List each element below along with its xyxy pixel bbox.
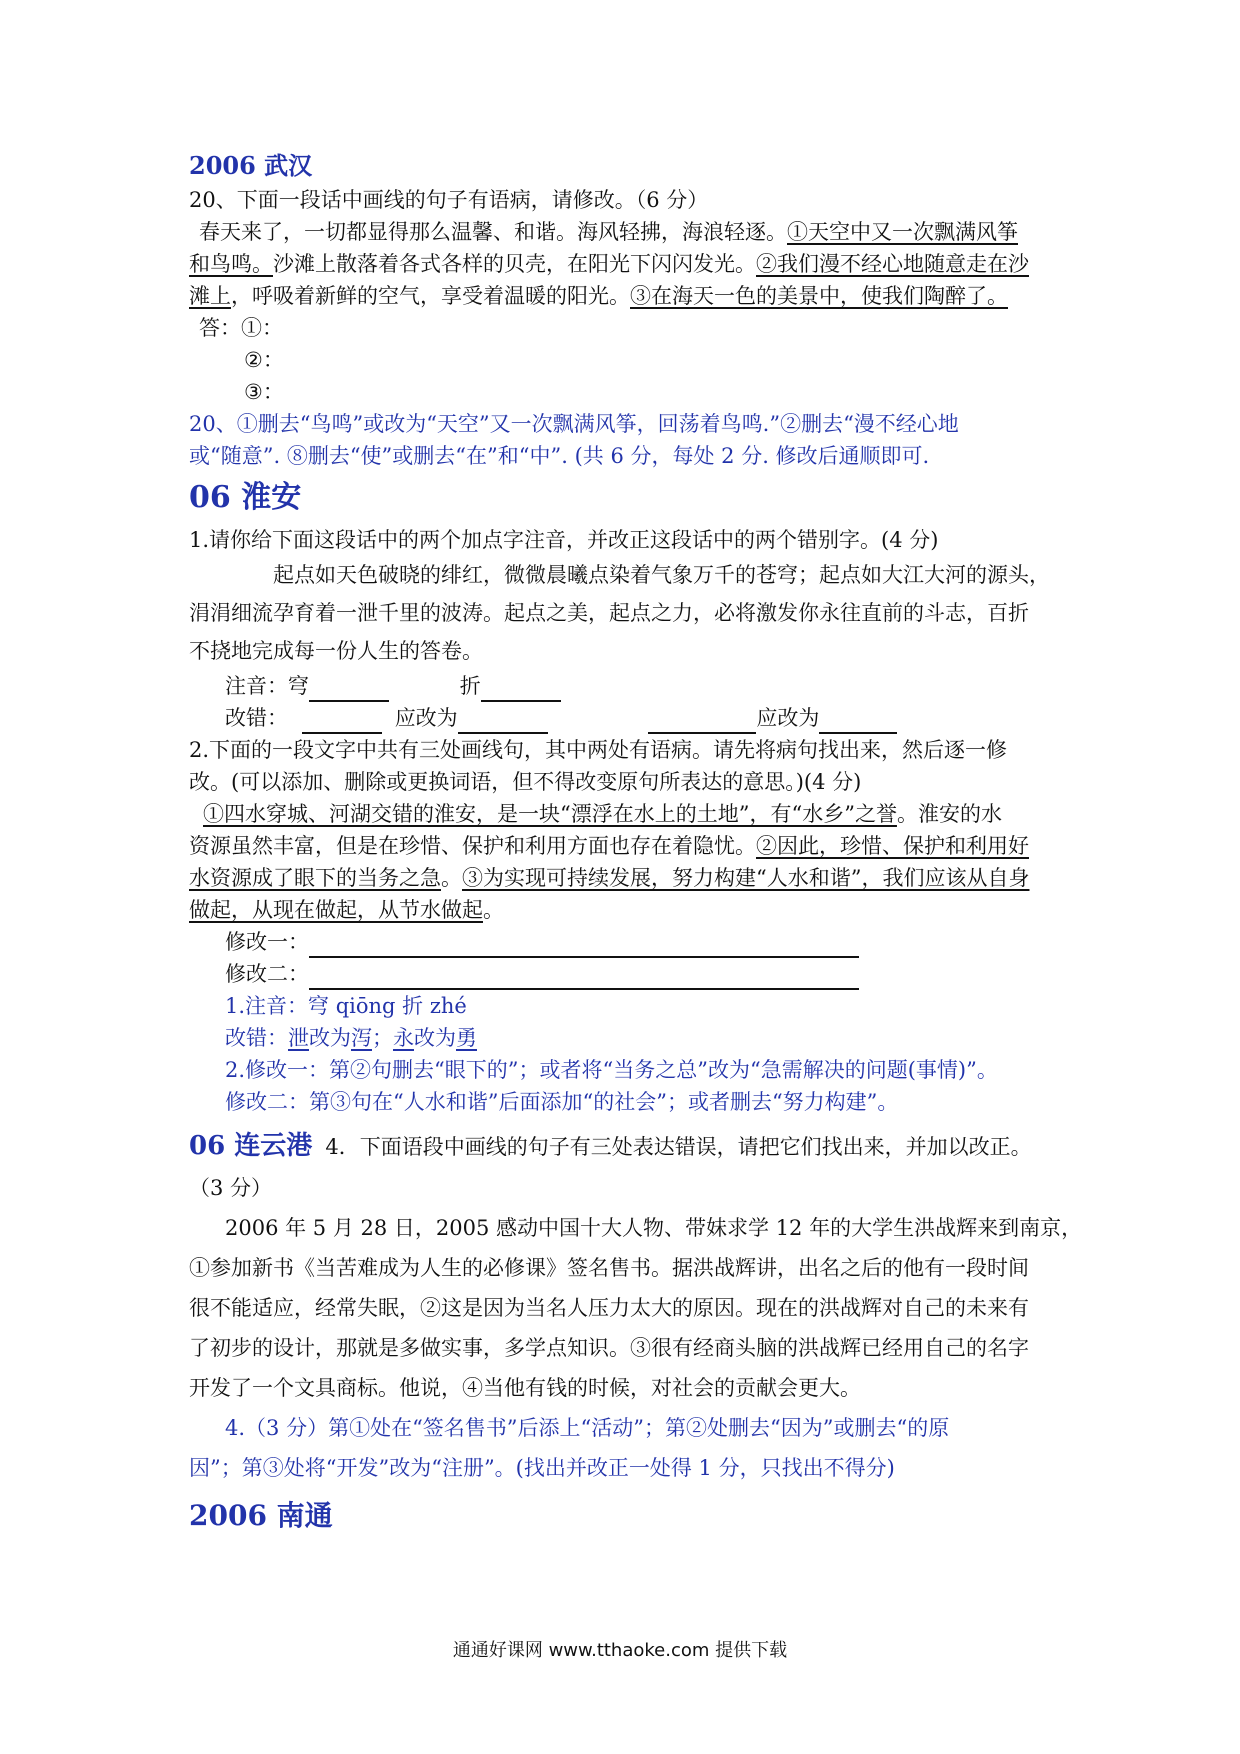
blank-qiong[interactable] <box>309 676 389 702</box>
answer-key-text: 泻 <box>351 1026 372 1050</box>
gaicuo-label: 改错： <box>225 706 288 730</box>
zhuyin-line <box>189 670 1069 702</box>
answer-line-1: 答：①： <box>199 316 283 340</box>
blank-wrong-1[interactable] <box>302 708 382 734</box>
section-heading-wuhan: 2006 武汉 <box>189 151 313 180</box>
answer-key-line: 20、①删去“鸟鸣”或改为“天空”又一次飘满风筝，回荡着鸟鸣.”②删去“漫不经心地 <box>189 412 959 436</box>
passage-line <box>189 798 1069 830</box>
question-2: 2.下面的一段文字中共有三处画线句，其中两处有语病。请先将病句找出来，然后逐一修 <box>189 738 1008 762</box>
answer-key-line: 修改二：第③句在“人水和谐”后面添加“的社会”；或者删去“努力构建”。 <box>225 1090 899 1114</box>
passage-line: 涓涓细流孕育着一泄千里的波涛。起点之美，起点之力，必将激发你永往直前的斗志，百折 <box>189 601 1029 625</box>
underlined-sentence-3: ③在海天一色的美景中，使我们陶醉了。 <box>630 284 1008 308</box>
underlined-sentence-1: ①天空中又一次飘满风筝 <box>787 220 1018 244</box>
blank-xiugai-1[interactable] <box>309 932 859 958</box>
passage-line: 开发了一个文具商标。他说，④当他有钱的时候，对社会的贡献会更大。 <box>189 1376 861 1400</box>
answer-key-text: 改错： <box>225 1026 288 1050</box>
blank-xiugai-2[interactable] <box>309 964 859 990</box>
answer-line-2: ②： <box>244 348 284 372</box>
passage-line: 了初步的设计，那就是多做实事，多学点知识。③很有经商头脑的洪战辉已经用自己的名字 <box>189 1336 1029 1360</box>
passage-line: 2006 年 5 月 28 日，2005 感动中国十大人物、带妹求学 12 年的大学生洪战辉来到南京， <box>225 1216 1083 1240</box>
gaicuo-line <box>189 702 1069 734</box>
blank-correct-2[interactable] <box>819 708 897 734</box>
passage-text: 。淮安的水 <box>896 802 1002 826</box>
passage-text: 。 <box>441 866 462 890</box>
section-heading-nantong: 2006 南通 <box>189 1499 333 1532</box>
question-20: 20、下面一段话中画线的句子有语病，请修改。（6 分） <box>189 188 709 212</box>
answer-key-text: 改为 <box>309 1026 351 1050</box>
passage-line: 不挠地完成每一份人生的答卷。 <box>189 639 483 663</box>
passage-text: ，呼吸着新鲜的空气，享受着温暖的阳光。 <box>231 284 630 308</box>
question-1: 1.请你给下面这段话中的两个加点字注音，并改正这段话中的两个错别字。(4 分) <box>189 528 939 552</box>
answer-key-line: 或“随意”. ⑧删去“使”或删去“在”和“中”. (共 6 分，每处 2 分. 修改后通顺即可. <box>189 444 930 468</box>
passage-line <box>189 894 1069 926</box>
underlined-sentence-3-cont: 做起，从现在做起，从节水做起 <box>189 898 483 922</box>
passage-line: 很不能适应，经常失眠，②这是因为当名人压力太大的原因。现在的洪战辉对自己的未来有 <box>189 1296 1029 1320</box>
answer-key-text: 永 <box>393 1026 414 1050</box>
underlined-sentence-2-cont: 水资源成了眼下的当务之急 <box>189 866 441 890</box>
passage-text: 资源虽然丰富，但是在珍惜、保护和利用方面也存在着隐忧。 <box>189 834 756 858</box>
xiugai-line-2 <box>189 958 1069 990</box>
answer-key-text: ； <box>372 1026 393 1050</box>
passage-line <box>189 830 1069 862</box>
document-page <box>189 148 1083 1538</box>
yinggai-label: 应改为 <box>394 706 458 730</box>
passage-line <box>189 216 1069 248</box>
answer-key-text: 勇 <box>456 1026 477 1050</box>
answer-key-line: 2.修改一：第②句删去“眼下的”；或者将“当务之总”改为“急需解决的问题(事情)”。 <box>225 1058 998 1082</box>
passage-text: 沙滩上散落着各式各样的贝壳，在阳光下闪闪发光。 <box>273 252 756 276</box>
answer-line-3: ③： <box>244 380 284 404</box>
passage-line <box>189 248 1069 280</box>
passage-line: ①参加新书《当苦难成为人生的必修课》签名售书。据洪战辉讲，出名之后的他有一段时间 <box>189 1256 1029 1280</box>
underlined-sentence-2-cont: 滩上 <box>189 284 231 308</box>
underlined-sentence-1: ①四水穿城、河湖交错的淮安，是一块“漂浮在水上的土地”，有“水乡”之誉 <box>203 802 897 826</box>
underlined-sentence-2: ②因此，珍惜、保护和利用好 <box>756 834 1029 858</box>
blank-wrong-2[interactable] <box>648 708 756 734</box>
xiugai-label-2: 修改二： <box>225 962 309 986</box>
passage-text: 春天来了，一切都显得那么温馨、和谐。海风轻拂，海浪轻逐。 <box>199 220 787 244</box>
passage-line <box>189 280 1069 312</box>
answer-key-line: 4.（3 分）第①处在“签名售书”后添上“活动”；第②处删去“因为”或删去“的原 <box>225 1416 950 1440</box>
answer-key-text: 泄 <box>288 1026 309 1050</box>
answer-key-text: 改为 <box>414 1026 456 1050</box>
passage-line <box>189 862 1069 894</box>
question-4: 4．下面语段中画线的句子有三处表达错误，请把它们找出来，并加以改正。 <box>325 1135 1032 1159</box>
yinggai-label-2: 应改为 <box>756 706 820 730</box>
underlined-sentence-1-cont: 和鸟鸣。 <box>189 252 273 276</box>
answer-key-line <box>189 1022 1069 1054</box>
xiugai-line-1 <box>189 926 1069 958</box>
section-heading-huaian: 06 淮安 <box>189 480 302 515</box>
underlined-sentence-3: ③为实现可持续发展，努力构建“人水和谐”，我们应该从自身 <box>462 866 1030 890</box>
blank-correct-1[interactable] <box>458 708 548 734</box>
blank-zhe[interactable] <box>481 676 561 702</box>
section-heading-lianyungang: 06 连云港 <box>189 1131 313 1161</box>
zhe-label: 折 <box>459 674 481 698</box>
section-heading-row <box>189 1124 1069 1168</box>
zhuyin-label: 注音：穹 <box>225 674 309 698</box>
question-4-points: （3 分） <box>189 1176 273 1200</box>
answer-key-line: 因”；第③处将“开发”改为“注册”。(找出并改正一处得 1 分，只找出不得分) <box>189 1456 895 1480</box>
passage-text: 。 <box>483 898 504 922</box>
answer-key-line: 1.注音：穹 qiōng 折 zhé <box>225 994 467 1018</box>
page-footer: 通通好课网 www.tthaoke.com 提供下载 <box>452 1640 788 1661</box>
question-2-cont: 改。(可以添加、删除或更换词语，但不得改变原句所表达的意思。)(4 分) <box>189 770 862 794</box>
xiugai-label-1: 修改一： <box>225 930 309 954</box>
underlined-sentence-2: ②我们漫不经心地随意走在沙 <box>756 252 1029 276</box>
passage-line: 起点如天色破晓的绯红，微微晨曦点染着气象万千的苍穹；起点如大江大河的源头， <box>273 563 1050 587</box>
